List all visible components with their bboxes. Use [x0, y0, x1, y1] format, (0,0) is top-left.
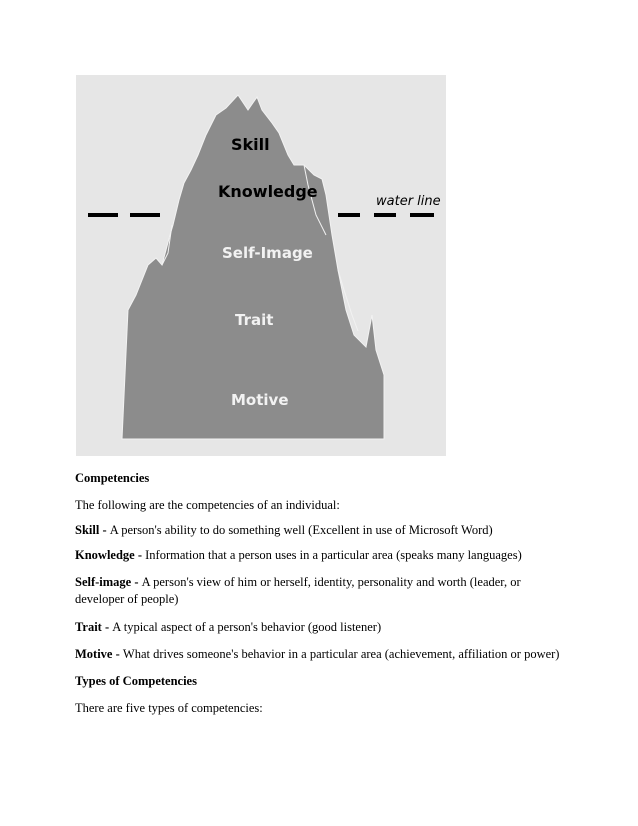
term-description: What drives someone's behavior in a particular area (achievement, affiliation or power) [122, 647, 560, 661]
intro-text: The following are the competencies of an individual: [75, 498, 340, 512]
section-heading-types: Types of Competencies [75, 674, 197, 688]
label-trait: Trait [235, 311, 274, 329]
term-description: Information that a person uses in a particular area (speaks many languages) [145, 548, 522, 562]
definition-skill [75, 522, 575, 539]
label-skill: Skill [231, 135, 270, 154]
term-description: A person's ability to do something well (Excellent in use of Microsoft Word) [109, 523, 493, 537]
term-label: Motive - [75, 647, 123, 661]
term-description: A typical aspect of a person's behavior (good listener) [112, 620, 382, 634]
label-motive: Motive [231, 391, 289, 409]
term-description: A person's view of him or herself, identity, personality and worth (leader, or developer of people) [75, 575, 521, 606]
term-label: Trait - [75, 620, 113, 634]
iceberg-figure [76, 75, 446, 456]
definition-knowledge [75, 547, 575, 564]
section-heading-competencies: Competencies [75, 471, 150, 485]
definition-motive [75, 646, 575, 663]
types-intro-text: There are five types of competencies: [75, 701, 263, 715]
label-knowledge: Knowledge [218, 182, 318, 201]
iceberg-diagram [76, 75, 446, 456]
term-label: Self-image - [75, 575, 142, 589]
term-label: Skill - [75, 523, 110, 537]
label-water-line: water line [376, 194, 441, 209]
definition-trait [75, 619, 575, 636]
term-label: Knowledge - [75, 548, 146, 562]
definition-self-image [75, 574, 545, 608]
label-self-image: Self-Image [222, 244, 313, 262]
